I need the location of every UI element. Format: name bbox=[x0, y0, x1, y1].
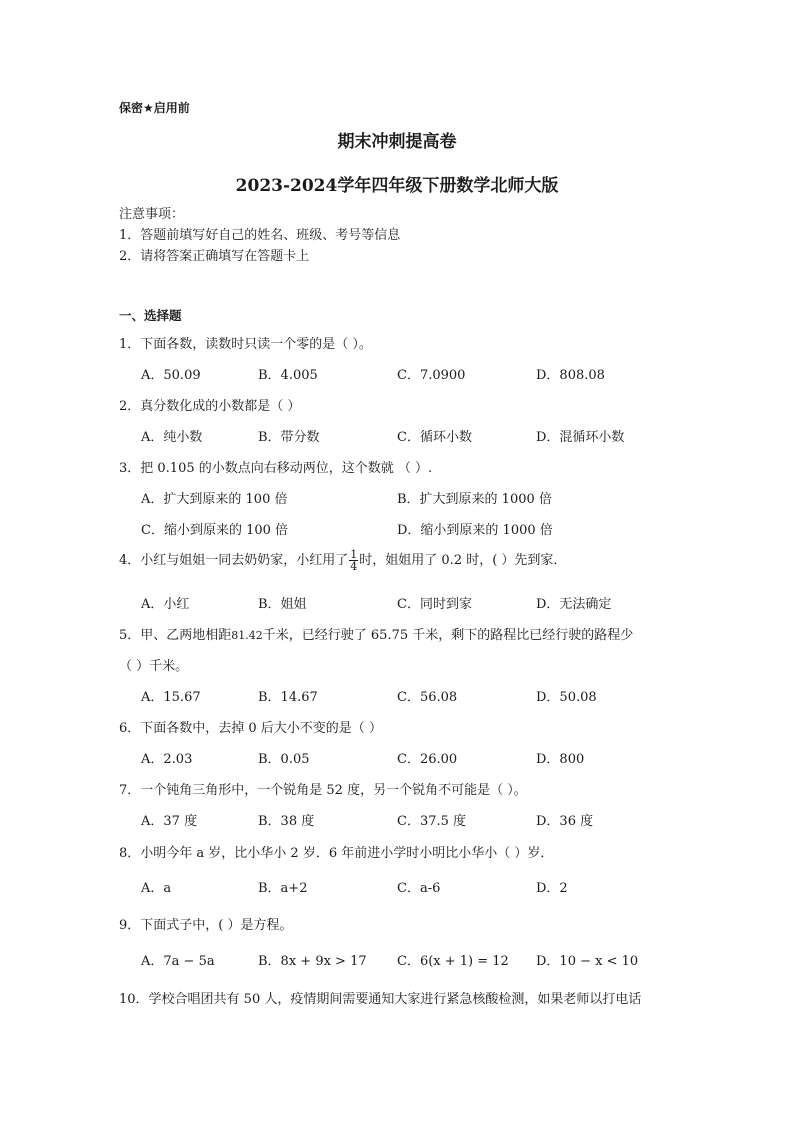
exam-subtitle: 2023-2024学年四年级下册数学北师大版 bbox=[235, 176, 559, 196]
question-3: 3．把 0.105 的小数点向右移动两位，这个数就 （ ）. bbox=[119, 461, 433, 476]
q3-option-b: B．扩大到原来的 1000 倍 bbox=[397, 492, 552, 507]
q3-option-c: C．缩小到原来的 100 倍 bbox=[141, 523, 289, 538]
q5-option-c: C．56.08 bbox=[397, 690, 458, 705]
q2-option-d: D．混循环小数 bbox=[536, 430, 625, 445]
q2-option-b: B．带分数 bbox=[258, 430, 320, 445]
question-7: 7．一个钝角三角形中，一个锐角是 52 度，另一个锐角不可能是（ ）。 bbox=[119, 783, 527, 798]
section-title: 一、选择题 bbox=[119, 308, 182, 323]
q3-option-d: D．缩小到原来的 1000 倍 bbox=[397, 523, 553, 538]
q9-option-d: D．10 − x < 10 bbox=[536, 954, 639, 969]
q5-text-b: 千米，已经行驶了 65.75 千米，剩下的路程比已经行驶的路程少 bbox=[262, 628, 634, 643]
notes-item-1: 1．答题前填写好自己的姓名、班级、考号等信息 bbox=[119, 228, 401, 243]
exam-title: 期末冲刺提高卷 bbox=[337, 132, 457, 152]
q9-option-b: B．8x + 9x > 17 bbox=[258, 954, 367, 969]
q4-option-d: D．无法确定 bbox=[536, 597, 612, 612]
q7-option-b: B．38 度 bbox=[258, 814, 315, 829]
q1-option-b: B．4.005 bbox=[258, 368, 318, 383]
question-9: 9．下面式子中，( ）是方程。 bbox=[119, 918, 293, 933]
q2-option-c: C．循环小数 bbox=[397, 430, 472, 445]
q8-option-a: A．a bbox=[141, 881, 172, 896]
q8-option-c: C．a-6 bbox=[397, 881, 441, 896]
q8-option-d: D．2 bbox=[536, 881, 568, 896]
question-4 bbox=[119, 549, 566, 572]
question-6: 6．下面各数中，去掉 0 后大小不变的是（ ） bbox=[119, 721, 382, 736]
q1-option-c: C．7.0900 bbox=[397, 368, 466, 383]
question-10: 10．学校合唱团共有 50 人，疫情期间需要通知大家进行紧急核酸检测，如果老师以打电话 bbox=[119, 992, 642, 1007]
question-5-line-2: （ ）千米。 bbox=[119, 659, 189, 674]
q4-fraction bbox=[349, 549, 358, 572]
q3-option-a: A．扩大到原来的 100 倍 bbox=[141, 492, 288, 507]
q9-option-a: A．7a − 5a bbox=[141, 954, 215, 969]
q5-option-b: B．14.67 bbox=[258, 690, 318, 705]
q5-distance: 81.42 bbox=[231, 629, 263, 642]
notes-item-2: 2．请将答案正确填写在答题卡上 bbox=[119, 249, 310, 264]
q6-option-c: C．26.00 bbox=[397, 752, 458, 767]
q1-option-a: A．50.09 bbox=[141, 368, 201, 383]
q4-option-c: C．同时到家 bbox=[397, 597, 472, 612]
q4-text-a: 4．小红与姐姐一同去奶奶家，小红用了 bbox=[119, 553, 349, 568]
q4-option-a: A．小红 bbox=[141, 597, 190, 612]
question-2: 2．真分数化成的小数都是（ ） bbox=[119, 399, 301, 414]
q6-option-d: D．800 bbox=[536, 752, 585, 767]
q4-fraction-numerator: 1 bbox=[350, 548, 358, 561]
q4-option-b: B．姐姐 bbox=[258, 597, 307, 612]
question-8: 8．小明今年 a 岁，比小华小 2 岁．6 年前进小学时小明比小华小（ ）岁． bbox=[119, 846, 554, 861]
q9-option-c: C．6(x + 1) = 12 bbox=[397, 954, 509, 969]
q6-option-b: B．0.05 bbox=[258, 752, 310, 767]
q8-option-b: B．a+2 bbox=[258, 881, 308, 896]
q2-option-a: A．纯小数 bbox=[141, 430, 203, 445]
q5-option-d: D．50.08 bbox=[536, 690, 597, 705]
q1-option-d: D．808.08 bbox=[536, 368, 605, 383]
q5-text-a: 5．甲、乙两地相距 bbox=[119, 628, 232, 643]
confidential-label: 保密★启用前 bbox=[119, 101, 190, 115]
q7-option-a: A．37 度 bbox=[141, 814, 198, 829]
q7-option-d: D．36 度 bbox=[536, 814, 594, 829]
notes-heading: 注意事项： bbox=[119, 207, 185, 222]
q5-option-a: A．15.67 bbox=[141, 690, 201, 705]
q6-option-a: A．2.03 bbox=[141, 752, 193, 767]
q7-option-c: C．37.5 度 bbox=[397, 814, 467, 829]
question-1: 1．下面各数，读数时只读一个零的是（ ）。 bbox=[119, 337, 372, 352]
question-5 bbox=[119, 624, 633, 643]
q4-fraction-denominator: 4 bbox=[350, 560, 358, 573]
q4-text-b: 时，姐姐用了 0.2 时，( ）先到家． bbox=[359, 553, 567, 568]
